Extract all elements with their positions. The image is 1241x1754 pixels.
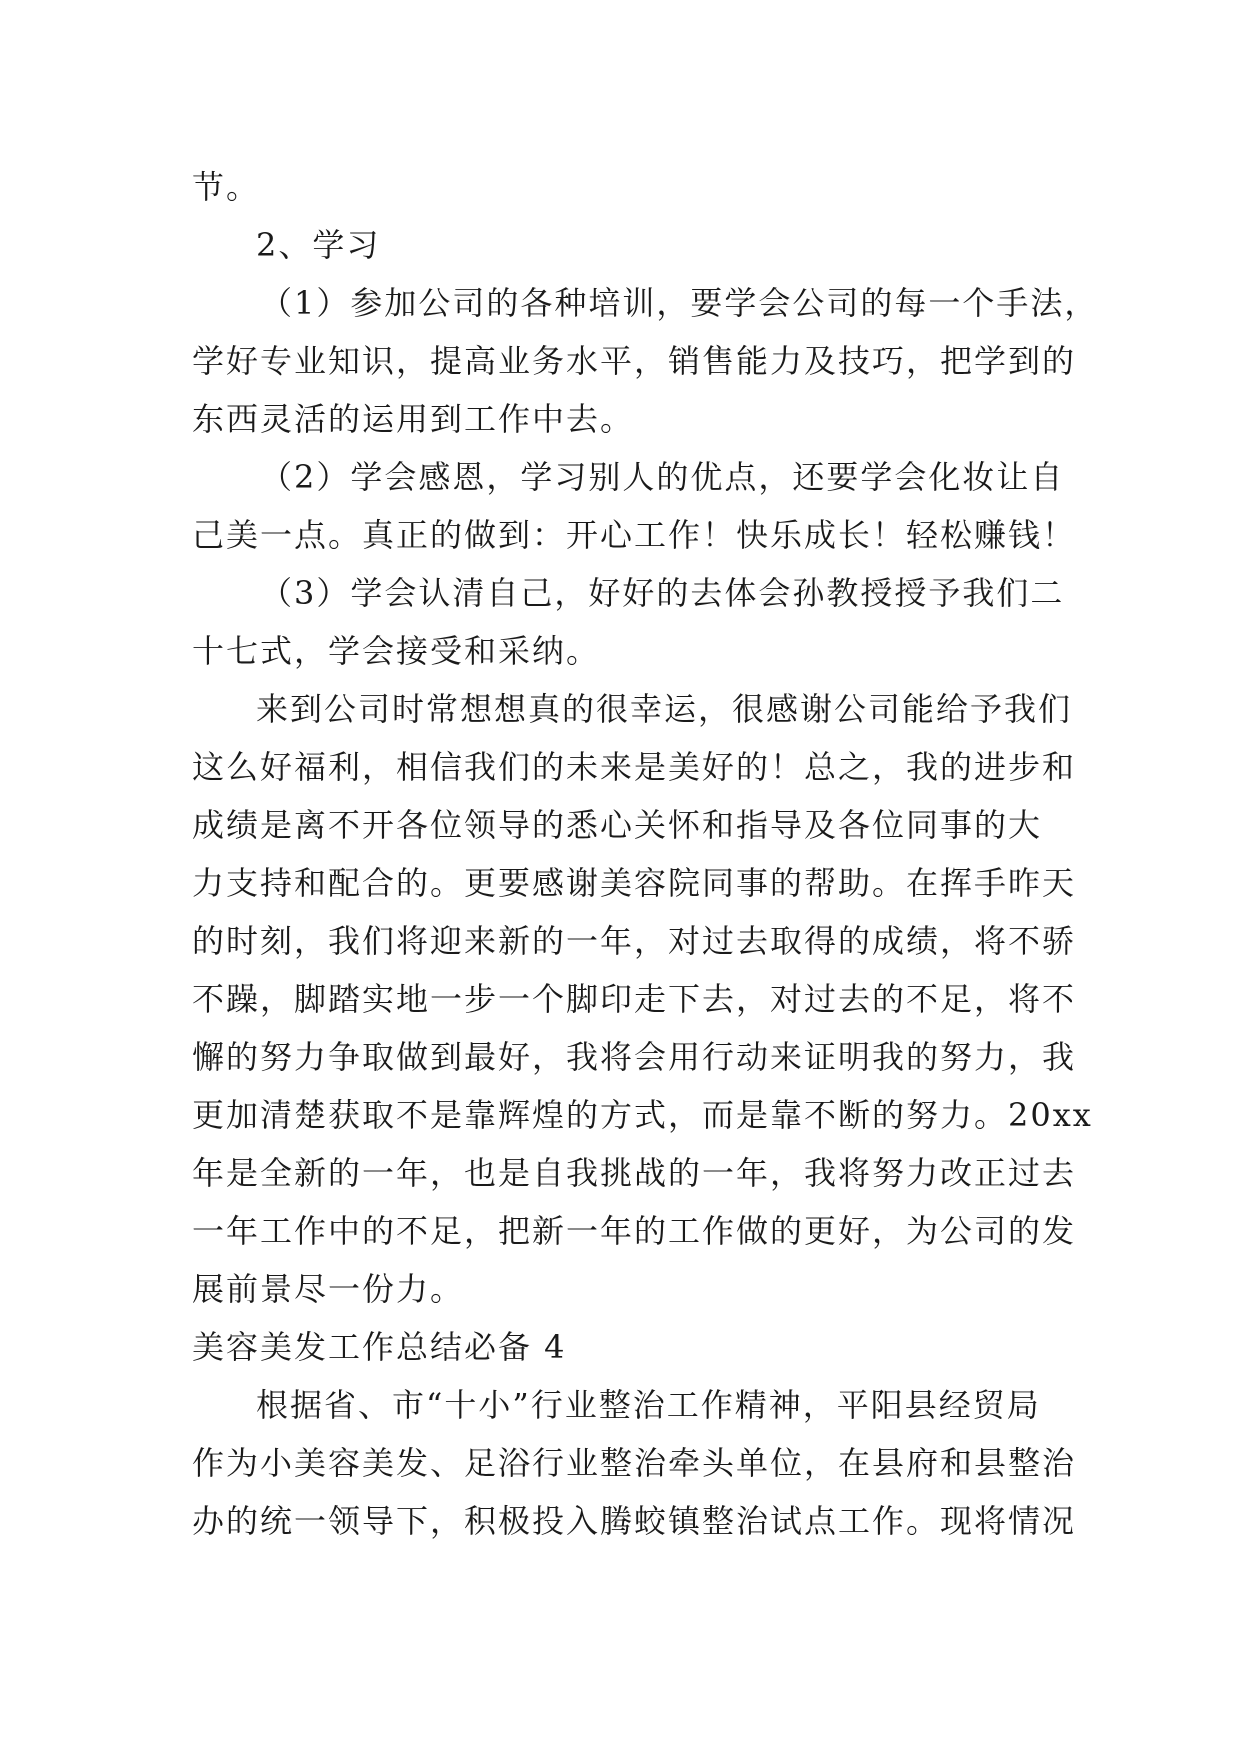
text-line: （1）参加公司的各种培训，要学会公司的每一个手法， <box>260 284 1099 322</box>
text-line: 办的统一领导下，积极投入腾蛟镇整治试点工作。现将情况 <box>192 1502 1077 1540</box>
text-line: （2）学会感恩，学习别人的优点，还要学会化妆让自 <box>260 458 1065 496</box>
text-line: 更加清楚获取不是靠辉煌的方式，而是靠不断的努力。20xx <box>192 1096 1093 1134</box>
text-line: 学好专业知识，提高业务水平，销售能力及技巧，把学到的 <box>192 342 1077 380</box>
text-line: 作为小美容美发、足浴行业整治牵头单位，在县府和县整治 <box>192 1444 1077 1482</box>
text-line: 展前景尽一份力。 <box>192 1270 465 1308</box>
text-line: 年是全新的一年，也是自我挑战的一年，我将努力改正过去 <box>192 1154 1077 1192</box>
text-line: 东西灵活的运用到工作中去。 <box>192 400 635 438</box>
text-line: 力支持和配合的。更要感谢美容院同事的帮助。在挥手昨天 <box>192 864 1077 902</box>
text-line: 根据省、市“十小”行业整治工作精神，平阳县经贸局 <box>256 1386 1041 1424</box>
text-line: 来到公司时常想想真的很幸运，很感谢公司能给予我们 <box>256 690 1073 728</box>
text-line: 不躁，脚踏实地一步一个脚印走下去，对过去的不足，将不 <box>192 980 1077 1018</box>
text-line: 己美一点。真正的做到：开心工作！快乐成长！轻松赚钱！ <box>192 516 1077 554</box>
text-line: 的时刻，我们将迎来新的一年，对过去取得的成绩，将不骄 <box>192 922 1077 960</box>
section-title: 美容美发工作总结必备 4 <box>192 1328 567 1366</box>
text-line: 节。 <box>192 168 261 206</box>
text-line: 一年工作中的不足，把新一年的工作做的更好，为公司的发 <box>192 1212 1077 1250</box>
text-line: 成绩是离不开各位领导的悉心关怀和指导及各位同事的大 <box>192 806 1043 844</box>
subheading-study: 2、学习 <box>256 226 381 264</box>
text-line: 懈的努力争取做到最好，我将会用行动来证明我的努力，我 <box>192 1038 1077 1076</box>
text-line: 这么好福利，相信我们的未来是美好的！总之，我的进步和 <box>192 748 1077 786</box>
document-body <box>192 158 1099 1550</box>
text-line: 十七式，学会接受和采纳。 <box>192 632 601 670</box>
text-line: （3）学会认清自己，好好的去体会孙教授授予我们二 <box>260 574 1065 612</box>
